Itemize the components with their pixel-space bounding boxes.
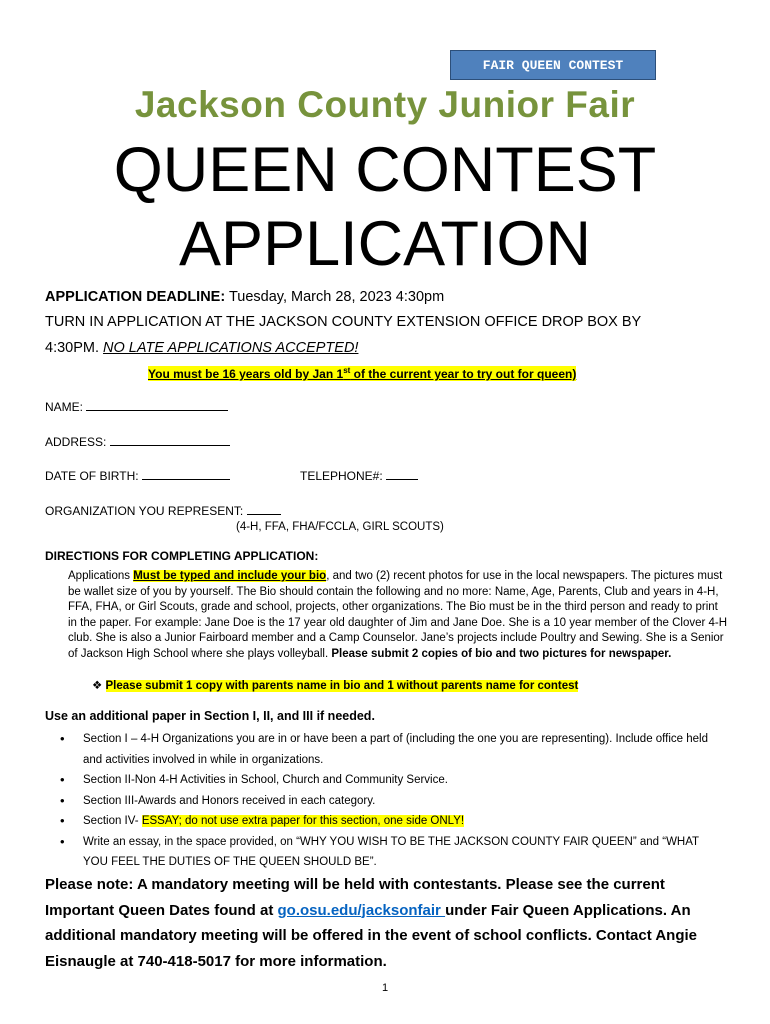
age-requirement [148,366,576,381]
list-item [60,832,720,873]
diamond-note [92,678,578,692]
address-field [45,435,230,449]
telephone-field [300,469,418,483]
deadline-label: APPLICATION DEADLINE: [45,289,226,305]
deadline-value: Tuesday, March 28, 2023 4:30pm [225,289,445,305]
dob-blank[interactable] [142,469,230,480]
bullet-icon: • [60,813,65,828]
directions-body: , and two (2) recent photos for use in the local newspapers. The pictures must be wallet size of you by yourself. The Bio should contain the following and no more: Name, Age, Parents, Club and years in 4-H, FFA, FHA, or Girl Scouts, grade and school, projects, other organizations. The Bio must be in the third person and ready to print in the paper. For example: Jane Doe is the 17 year old daughter of Jim and Jane Doe. She is a 10 year member of the Clover 4-H club. She is also a Junior Fairboard member and a Camp Counselor. Jane’s projects include Poultry and Sewing. She is a Senior of Jackson High School where she plays volleyball. [68,570,728,660]
sections-heading: Use an additional paper in Section I, II, and III if needed. [45,709,375,723]
directions-start: Applications [68,570,134,582]
age-requirement-text: You must be 16 years old by Jan 1 [148,367,344,381]
bullet-icon: • [60,731,65,746]
note-part-2: under Fair Queen Applications. An additional mandatory meeting will be offered in the event of school conflicts. Contact Angie Eisnaugle at 740-418-5017 for more information. [45,901,698,970]
name-blank[interactable] [86,400,228,411]
section-4-highlight: ESSAY; do not use extra paper for this section, one side ONLY! [141,815,465,827]
age-requirement-sup: st [343,366,351,375]
county-heading: Jackson County Junior Fair [134,84,636,125]
section-1-text: Section I – 4-H Organizations you are in or have been a part of (including the one you are representing). Include office held and activities involved in while in organizations. [83,733,709,766]
address-label: ADDRESS: [45,435,107,449]
turn-in-instructions: TURN IN APPLICATION AT THE JACKSON COUNTY EXTENSION OFFICE DROP BOX BY [45,314,642,330]
list-item [60,791,720,812]
no-late-notice: NO LATE APPLICATIONS ACCEPTED! [103,340,359,356]
page-number: 1 [381,982,389,994]
list-item [60,811,720,832]
organization-blank[interactable] [247,504,281,515]
directions-paragraph [68,569,728,663]
list-item [60,770,720,791]
essay-instructions: Write an essay, in the space provided, on “WHY YOU WISH TO BE THE JACKSON COUNTY FAIR QUEEN” and “WHAT YOU FEEL THE DUTIES OF THE QUEEN SHOULD BE”. [83,835,699,868]
diamond-note-text: Please submit 1 copy with parents name in bio and 1 without parents name for contest [105,680,579,692]
telephone-blank[interactable] [386,469,418,480]
late-notice-line [45,340,358,356]
dob-label: DATE OF BIRTH: [45,469,139,483]
organization-label: ORGANIZATION YOU REPRESENT: [45,504,244,518]
diamond-bullet-icon: ❖ [92,680,103,692]
directions-heading: DIRECTIONS FOR COMPLETING APPLICATION: [45,549,319,563]
deadline-line [45,289,444,305]
bullet-icon: • [60,833,65,849]
list-item [60,729,720,770]
bullet-icon: • [60,792,65,808]
directions-submit-note: Please submit 2 copies of bio and two pictures for newspaper. [331,647,672,660]
bullet-icon: • [60,772,65,787]
note-part-1: Please note: A mandatory meeting will be held with contestants. Please see the current Important Queen Dates found at [45,876,665,919]
name-field [45,400,228,414]
dob-field [45,469,230,483]
jacksonfair-link[interactable]: go.osu.edu/jacksonfair [277,901,446,919]
deadline-time: 4:30PM. [45,340,104,356]
section-3-text: Section III-Awards and Honors received in each category. [83,794,376,807]
name-label: NAME: [45,400,84,414]
age-requirement-rest: of the current year to try out for queen) [350,367,577,381]
organization-hint: (4-H, FFA, FHA/FCCLA, GIRL SCOUTS) [236,521,444,533]
sections-list [60,729,720,873]
section-2-text: Section II-Non 4-H Activities in School, Church and Community Service. [83,774,448,786]
mandatory-meeting-note [45,872,735,974]
telephone-label: TELEPHONE#: [300,469,383,483]
address-blank[interactable] [110,435,230,446]
title-line-2: APPLICATION [179,209,591,279]
section-4-prefix: Section IV- [83,815,142,827]
contest-badge: FAIR QUEEN CONTEST [450,50,656,80]
organization-field [45,504,281,518]
directions-highlight: Must be typed and include your bio [133,570,327,582]
title-line-1: QUEEN CONTEST [113,135,657,205]
